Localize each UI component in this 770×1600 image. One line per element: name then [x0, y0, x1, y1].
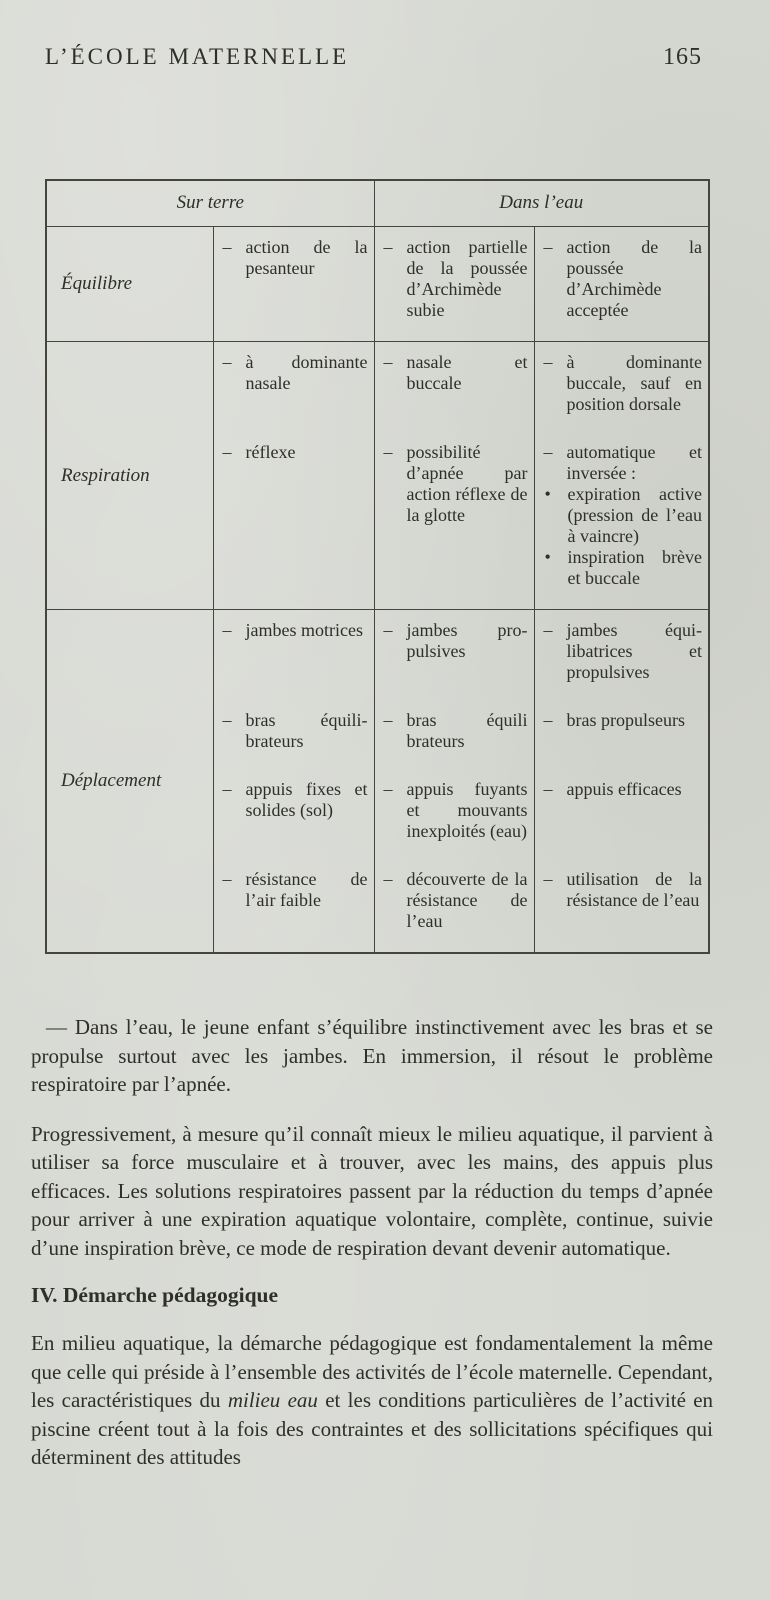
running-title: L’ÉCOLE MATERNELLE — [45, 44, 350, 69]
section-heading: IV. Démarche pédagogique — [31, 1283, 279, 1307]
dash-marker: – — [222, 869, 232, 889]
table-cell-r0-s0-c1 — [374, 227, 534, 342]
table-row-2-0 — [46, 610, 709, 684]
dash-marker: – — [543, 442, 553, 462]
table-cell-r1-s1-c1 — [374, 415, 534, 610]
dash-item — [384, 237, 528, 321]
dash-item — [384, 779, 528, 842]
item-text: action de la pesanteur — [245, 237, 368, 278]
item-text: découverte de la résistance de l’eau — [406, 869, 528, 931]
table-group-header-0: Sur terre — [46, 180, 374, 227]
dash-marker: – — [543, 710, 553, 730]
dash-marker: – — [383, 352, 393, 372]
bullet-item — [544, 484, 703, 547]
table-cell-r2-s3-c0 — [213, 842, 374, 953]
dash-item — [544, 237, 703, 321]
item-text: appuis fuyants et mouvants inexploités (eau) — [406, 779, 528, 841]
dash-item — [544, 442, 703, 484]
item-text: appuis efficaces — [566, 779, 682, 799]
table-cell-r2-s0-c2 — [534, 610, 709, 684]
table-cell-r1-s0-c0 — [213, 342, 374, 416]
item-text: appuis fixes et solides (sol) — [245, 779, 368, 820]
dash-marker: – — [222, 352, 232, 372]
dash-marker: – — [543, 620, 553, 640]
paragraph-demarche-italic: milieu eau — [227, 1388, 318, 1412]
table-cell-r2-s2-c2 — [534, 752, 709, 842]
table-cell-r2-s0-c0 — [213, 610, 374, 684]
dash-marker: – — [222, 779, 232, 799]
table-cell-r1-s1-c2 — [534, 415, 709, 610]
dash-item — [544, 779, 703, 800]
dash-marker: – — [383, 710, 393, 730]
item-text: résistance de l’air faible — [245, 869, 368, 910]
table-cell-r2-s1-c0 — [213, 683, 374, 752]
item-text: automatique et inversée : — [566, 442, 702, 483]
dash-marker: – — [383, 779, 393, 799]
dash-item — [384, 869, 528, 932]
row-label-0: Équilibre — [46, 227, 213, 342]
comparison-table — [45, 179, 710, 954]
dash-marker: – — [383, 237, 393, 257]
dash-marker: – — [543, 869, 553, 889]
row-label-2: Déplacement — [46, 610, 213, 954]
item-text: action de la poussée d’Archimède acceptée — [566, 237, 702, 320]
dash-item — [544, 620, 703, 683]
bullet-marker: • — [544, 547, 551, 567]
table-cell-r2-s1-c1 — [374, 683, 534, 752]
table-cell-r2-s2-c1 — [374, 752, 534, 842]
dash-item — [223, 620, 368, 641]
table-group-header-1: Dans l’eau — [374, 180, 709, 227]
dash-item — [384, 710, 528, 752]
dash-item — [544, 710, 703, 731]
dash-item — [223, 352, 368, 394]
item-text: réflexe — [245, 442, 296, 462]
table-row-1-0 — [46, 342, 709, 416]
dash-item — [384, 442, 528, 526]
dash-item — [223, 710, 368, 752]
dash-item — [223, 779, 368, 821]
page-header — [0, 0, 770, 71]
table-row-0-0 — [46, 227, 709, 342]
item-text: bras équili brateurs — [406, 710, 528, 751]
table-cell-r0-s0-c2 — [534, 227, 709, 342]
paragraph-progressivement: Progressivement, à mesure qu’il connaît mieux le milieu aquatique, il parvient à utiliser sa force musculaire et à trouver, avec les mains, des appuis plus efficaces. Les solutions respiratoires passent par la réduction du temps d’apnée pour arriver à une expiration aquatique volontaire, complète, continue, suivie d’une inspiration brève, ce mode de respiration devant devenir automatique. — [31, 1121, 713, 1260]
item-text: jambes propulsives — [406, 620, 528, 661]
row-label-1: Respiration — [46, 342, 213, 610]
dash-item — [223, 237, 368, 279]
dash-marker: – — [383, 620, 393, 640]
table-cell-r2-s0-c1 — [374, 610, 534, 684]
item-text: utilisation de la résistance de l’eau — [566, 869, 702, 910]
paragraph-demarche — [31, 1329, 713, 1472]
dash-item — [223, 869, 368, 911]
item-text: jambes motrices — [245, 620, 363, 640]
dash-item — [384, 352, 528, 394]
dash-marker: – — [222, 620, 232, 640]
dash-item — [223, 442, 368, 463]
table-cell-r2-s3-c2 — [534, 842, 709, 953]
item-text: bras propulseurs — [566, 710, 685, 730]
table-cell-r0-s0-c0 — [213, 227, 374, 342]
dash-marker: – — [383, 869, 393, 889]
dash-item — [544, 869, 703, 911]
dash-marker: – — [543, 779, 553, 799]
paragraph-dans-leau: — Dans l’eau, le jeune enfant s’équilibre instinctivement avec les bras et se propulse surtout avec les jambes. En immersion, il résout le problème respiratoire par l’apnée. — [31, 1015, 713, 1096]
bullet-item — [544, 547, 703, 589]
dash-marker: – — [222, 237, 232, 257]
table-cell-r1-s0-c2 — [534, 342, 709, 416]
table-cell-r1-s1-c0 — [213, 415, 374, 610]
item-text: inspiration brève et buccale — [567, 547, 702, 588]
bullet-marker: • — [544, 484, 551, 504]
dash-marker: – — [222, 442, 232, 462]
table-cell-r1-s0-c1 — [374, 342, 534, 416]
table-cell-r2-s2-c0 — [213, 752, 374, 842]
dash-marker: – — [383, 442, 393, 462]
dash-marker: – — [222, 710, 232, 730]
item-text: bras équilibrateurs — [245, 710, 368, 751]
item-text: nasale et buccale — [406, 352, 528, 393]
dash-marker: – — [543, 352, 553, 372]
dash-marker: – — [543, 237, 553, 257]
item-text: expiration active (pression de l’eau à vaincre) — [567, 484, 702, 546]
dash-item — [384, 620, 528, 662]
dash-item — [544, 352, 703, 415]
item-text: action partielle de la poussée d’Archimède subie — [406, 237, 528, 320]
item-text: à dominante nasale — [245, 352, 368, 393]
item-text: à dominante buccale, sauf en position dorsale — [566, 352, 702, 414]
item-text: jambes équilibatrices et propulsives — [566, 620, 702, 682]
body-text — [0, 954, 770, 1472]
item-text: possibilité d’apnée par action réflexe de la glotte — [406, 442, 528, 525]
paragraph-demarche-post: et les conditions particulières de l’activité en piscine créent tout à la fois des contraintes et des sollicitations spécifiques qui déterminent des attitudes — [31, 1388, 714, 1469]
table-cell-r2-s1-c2 — [534, 683, 709, 752]
page-number: 165 — [663, 44, 702, 70]
paragraph-demarche-pre: En milieu aquatique, la démarche pédagogique est fondamentalement la même que celle qui préside à l’ensemble des activités de l’école maternelle. Cependant, les caractéristiques du — [31, 1331, 713, 1412]
table-cell-r2-s3-c1 — [374, 842, 534, 953]
